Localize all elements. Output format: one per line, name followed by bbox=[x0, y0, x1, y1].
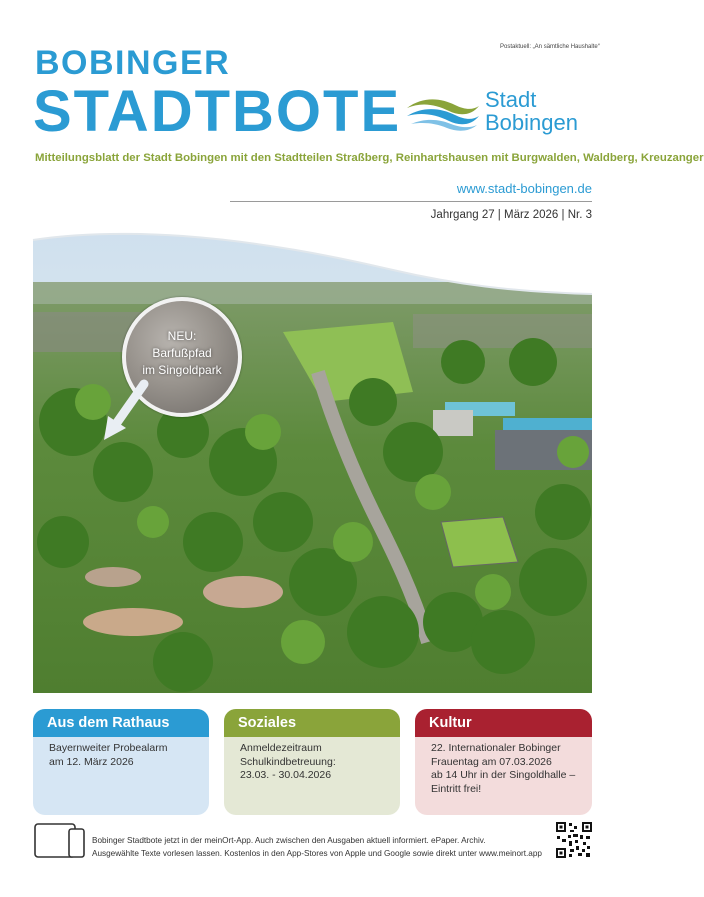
box-kultur[interactable] bbox=[415, 709, 592, 815]
issue-info: Jahrgang 27 | März 2026 | Nr. 3 bbox=[430, 209, 592, 221]
box-text: Anmeldezeitraum bbox=[240, 742, 322, 754]
box-soziales[interactable] bbox=[224, 709, 400, 815]
box-heading: Aus dem Rathaus bbox=[33, 709, 209, 737]
city-logo bbox=[405, 88, 595, 140]
arrow-icon bbox=[100, 380, 150, 447]
cover-photo bbox=[33, 222, 592, 693]
footer-line2: Ausgewählte Texte vorlesen lassen. Kostenlos in den App-Stores von Apple und Google sowie direkt unter www.meinort.app bbox=[92, 849, 542, 858]
callout-text bbox=[122, 328, 242, 379]
website-link[interactable]: www.stadt-bobingen.de bbox=[456, 181, 592, 196]
box-text: 23.03. - 30.04.2026 bbox=[240, 769, 332, 781]
box-text: ab 14 Uhr in der Singoldhalle – bbox=[431, 769, 576, 781]
masthead-title-line2: STADTBOTE bbox=[33, 79, 402, 144]
box-text: Bayernweiter Probealarm bbox=[49, 742, 168, 754]
callout-line2: Barfußpfad bbox=[152, 346, 212, 360]
tablet-phone-icon bbox=[34, 823, 86, 864]
logo-text-line1: Stadt bbox=[485, 87, 537, 112]
qr-code-icon[interactable] bbox=[556, 822, 592, 858]
masthead-subtitle: Mitteilungsblatt der Stadt Bobingen mit den Stadtteilen Straßberg, Reinhartshausen mit Burgwalden, Waldberg, Kreuzanger bbox=[35, 152, 704, 164]
box-text: Schulkindbetreuung: bbox=[240, 755, 336, 768]
callout-line1: NEU: bbox=[167, 329, 197, 343]
city-logo-waves-icon bbox=[405, 94, 481, 134]
box-heading: Kultur bbox=[415, 709, 592, 737]
masthead-title-line1: BOBINGER bbox=[35, 44, 231, 82]
box-heading: Soziales bbox=[224, 709, 400, 737]
box-text: 22. Internationaler Bobinger bbox=[431, 742, 561, 754]
footer-text bbox=[92, 834, 542, 860]
divider bbox=[230, 201, 592, 202]
logo-text-line2: Bobingen bbox=[485, 110, 578, 135]
aerial-park-image bbox=[33, 222, 592, 693]
callout-line3: im Singoldpark bbox=[142, 363, 222, 377]
box-text: am 12. März 2026 bbox=[49, 755, 134, 768]
postal-note: Postaktuell: „An sämtliche Haushalte“ bbox=[500, 44, 600, 50]
box-text: Eintritt frei! bbox=[431, 782, 482, 795]
footer-line1: Bobinger Stadtbote jetzt in der meinOrt-App. Auch zwischen den Ausgaben aktuell informiert. ePaper. Archiv. bbox=[92, 836, 486, 845]
box-text: Frauentag am 07.03.2026 bbox=[431, 755, 552, 768]
box-rathaus[interactable] bbox=[33, 709, 209, 815]
